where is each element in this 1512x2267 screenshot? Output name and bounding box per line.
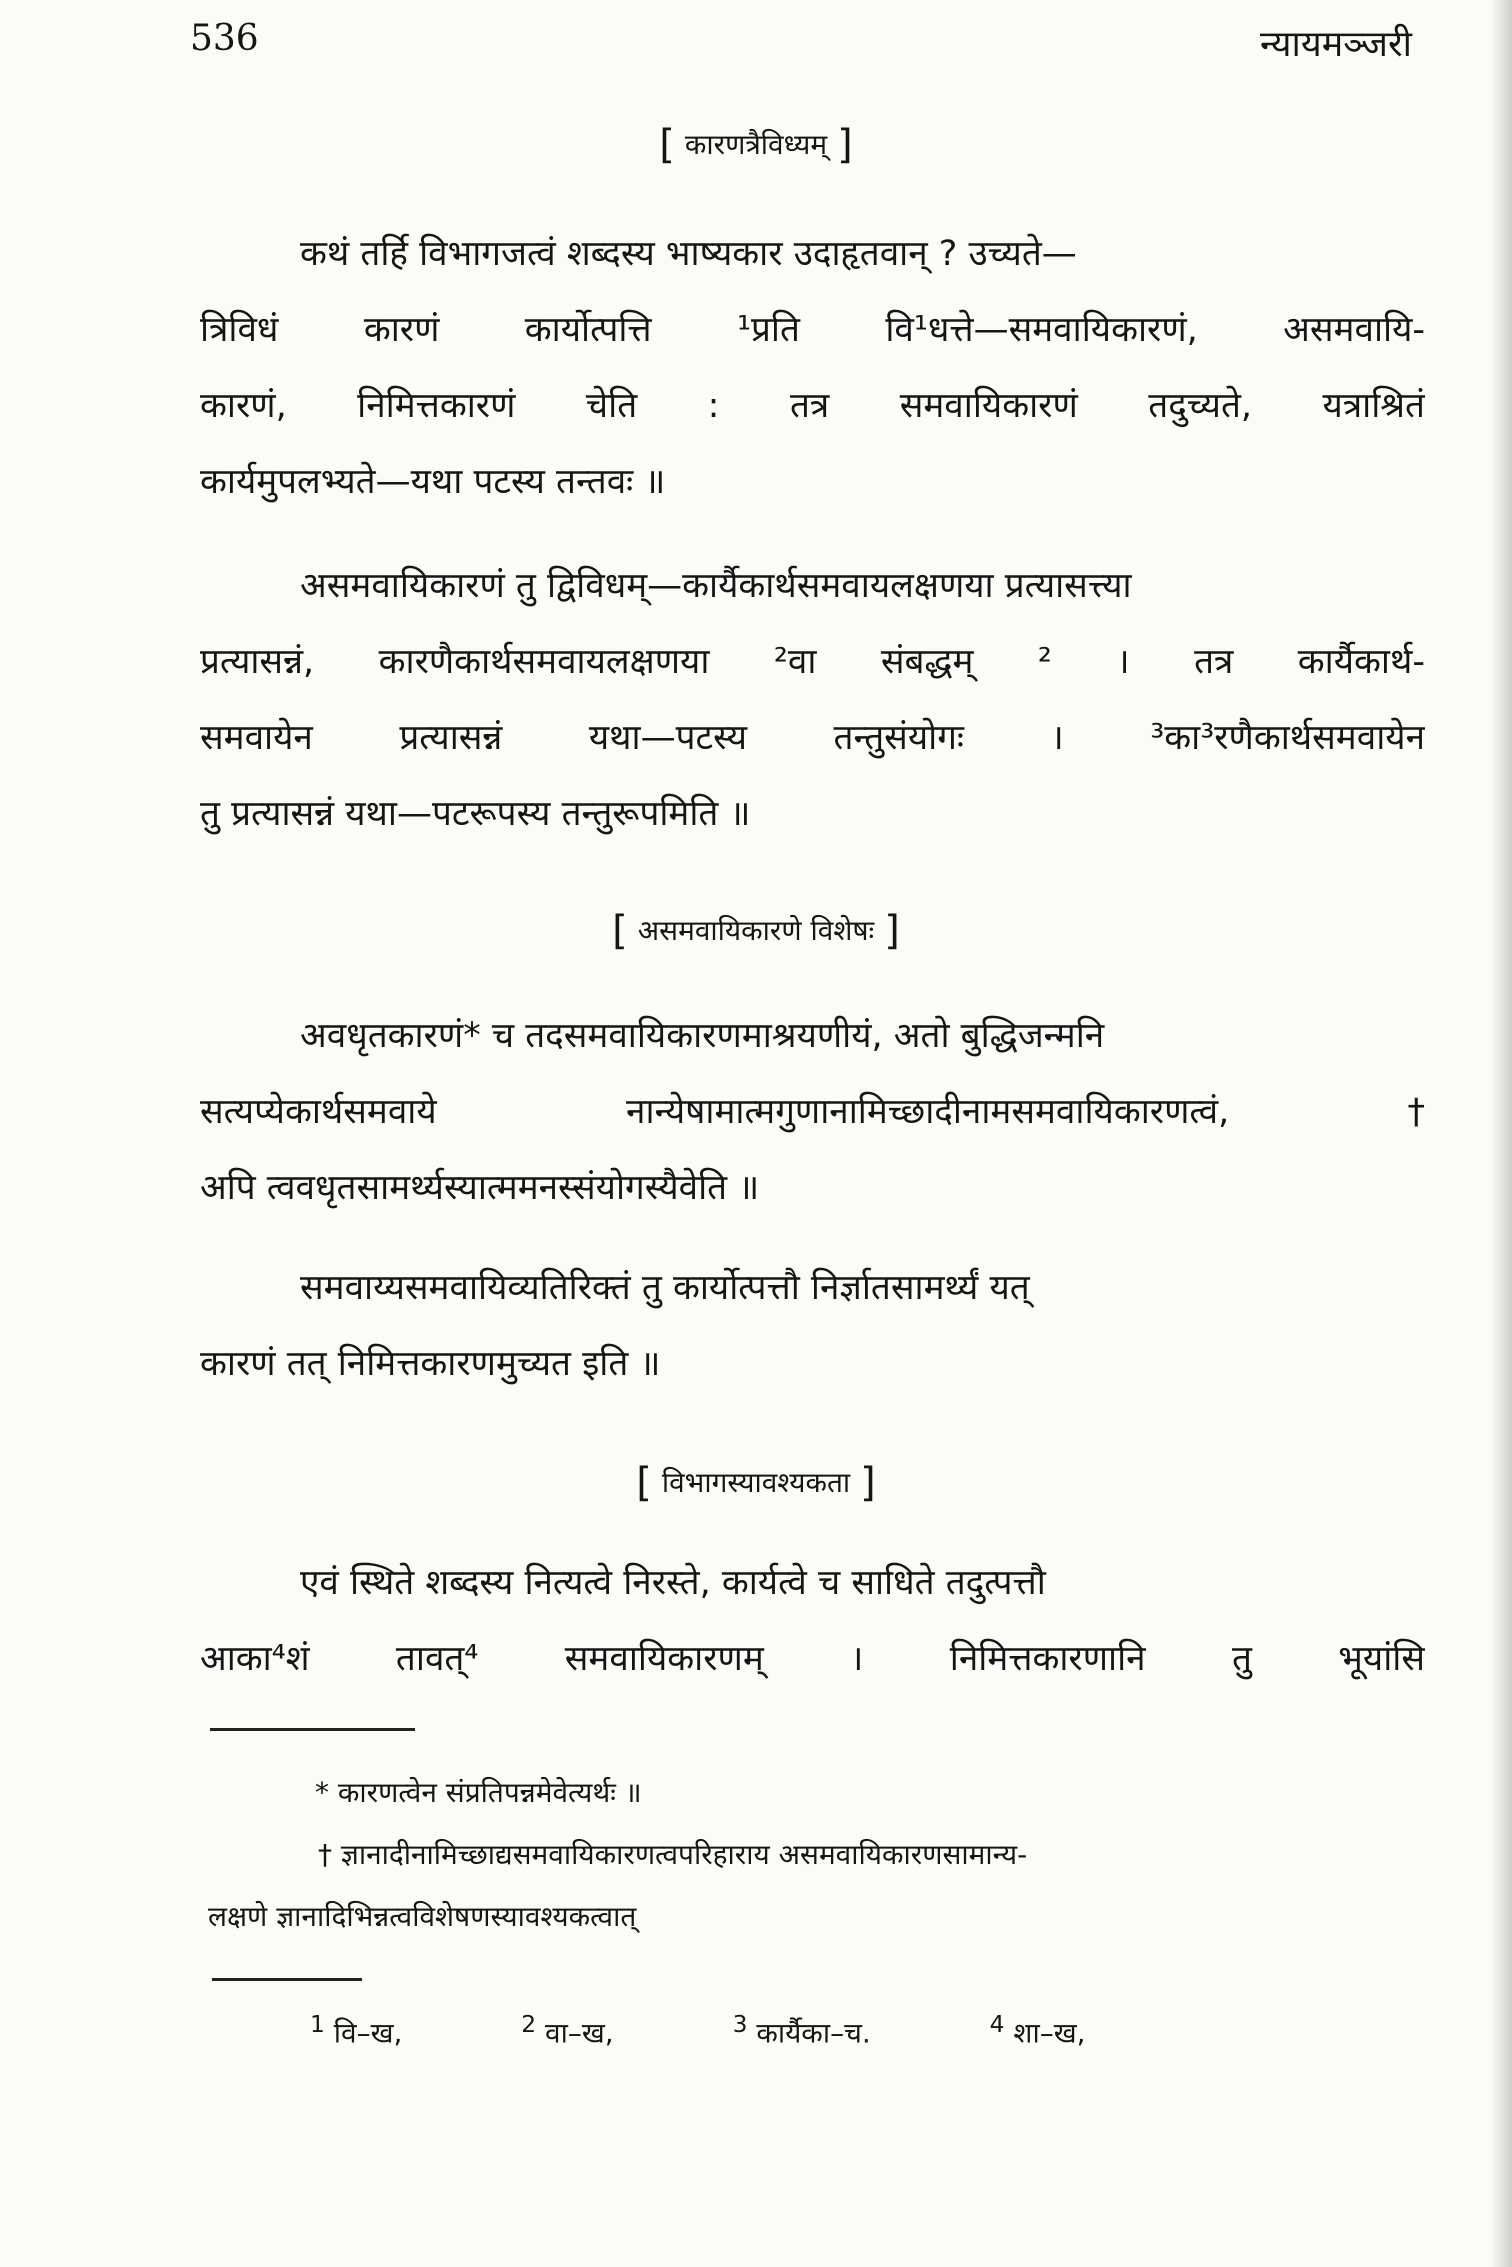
bracket-close: ] [837,122,853,168]
bracket-open: [ [636,1460,652,1506]
bracket-open: [ [612,908,628,954]
text-line: अवधृतकारणं* च तदसमवायिकारणमाश्रयणीयं, अतो बुद्धिजन्मनि [300,1016,1105,1056]
paragraph [200,216,1425,520]
text-line: तु प्रत्यासन्नं यथा—पटरूपस्य तन्तुरूपमिति ॥ [200,794,751,834]
footnote: * कारणत्वेन संप्रतिपन्नमेवेत्यर्थः ॥ [315,1776,642,1809]
text-line: प्रत्यासन्नं, कारणैकार्थसमवायलक्षणया ²वा संबद्धम् ² । तत्र कार्यैकार्थ- [200,642,1425,682]
text-line: त्रिविधं कारणं कार्योत्पत्ति ¹प्रति वि¹धत्ते—समवायिकारणं, असमवायि- [200,310,1425,350]
bracket-close: ] [884,908,900,954]
text-line: कार्यमुपलभ्यते—यथा पटस्य तन्तवः ॥ [200,462,666,502]
paragraph [200,998,1425,1226]
page-number: 536 [190,18,259,59]
variant-item: $^4$ शा–ख, [989,2010,1086,2050]
variant-item: $^1$ वि–ख, [310,2010,403,2050]
text-line: अपि त्ववधृतसामर्थ्यस्यात्ममनस्संयोगस्यैवेति ॥ [200,1168,760,1208]
section-heading-3: [ विभागस्यावश्यकता ] [0,1460,1512,1506]
variants-divider [212,1978,362,1981]
text-line: समवाय्यसमवायिव्यतिरिक्तं तु कार्योत्पत्तौ निर्ज्ञातसामर्थ्यं यत् [300,1268,1030,1308]
text-line: असमवायिकारणं तु द्विविधम्—कार्यैकार्थसमवायलक्षणया प्रत्यासत्त्या [300,566,1132,606]
section-heading-1: [ कारणत्रैविध्यम् ] [0,122,1512,168]
text-line: सत्यप्येकार्थसमवाये नान्येषामात्मगुणानामिच्छादीनामसमवायिकारणत्वं,† [200,1092,1425,1132]
text-line: आका⁴शं तावत्⁴ समवायिकारणम् । निमित्तकारणानि तु भूयांसि [200,1639,1425,1679]
text-line: कारणं, निमित्तकारणं चेति : तत्र समवायिकारणं तदुच्यते, यत्राश्रितं [200,386,1425,426]
bracket-close: ] [860,1460,876,1506]
text-line: कथं तर्हि विभागजत्वं शब्दस्य भाष्यकार उदाहृतवान् ? उच्यते— [300,234,1077,274]
bracket-open: [ [659,122,675,168]
variant-readings [310,2010,1196,2051]
footnote-divider [210,1728,415,1731]
variant-item: $^3$ कार्यैका–च. [732,2010,871,2050]
footnote: † ज्ञानादीनामिच्छाद्यसमवायिकारणत्वपरिहाराय असमवायिकारणसामान्य- [318,1838,1028,1871]
page-header [190,18,1412,78]
paragraph [200,1250,1425,1402]
running-title: न्यायमञ्जरी [1260,24,1412,65]
paragraph [200,1545,1425,1697]
text-line: कारणं तत् निमित्तकारणमुच्यत इति ॥ [200,1344,661,1384]
text-line: समवायेन प्रत्यासन्नं यथा—पटस्य तन्तुसंयोगः । ³का³रणैकार्थसमवायेन [200,718,1425,758]
paragraph [200,548,1425,852]
variant-item: $^2$ वा–ख, [521,2010,614,2050]
text-line: एवं स्थिते शब्दस्य नित्यत्वे निरस्ते, कार्यत्वे च साधिते तदुत्पत्तौ [300,1563,1046,1603]
page-edge-shadow [1490,0,1512,2267]
section-heading-2: [ असमवायिकारणे विशेषः ] [0,908,1512,954]
footnote-continuation: लक्षणे ज्ञानादिभिन्नत्वविशेषणस्यावश्यकत्वात् [208,1900,637,1933]
